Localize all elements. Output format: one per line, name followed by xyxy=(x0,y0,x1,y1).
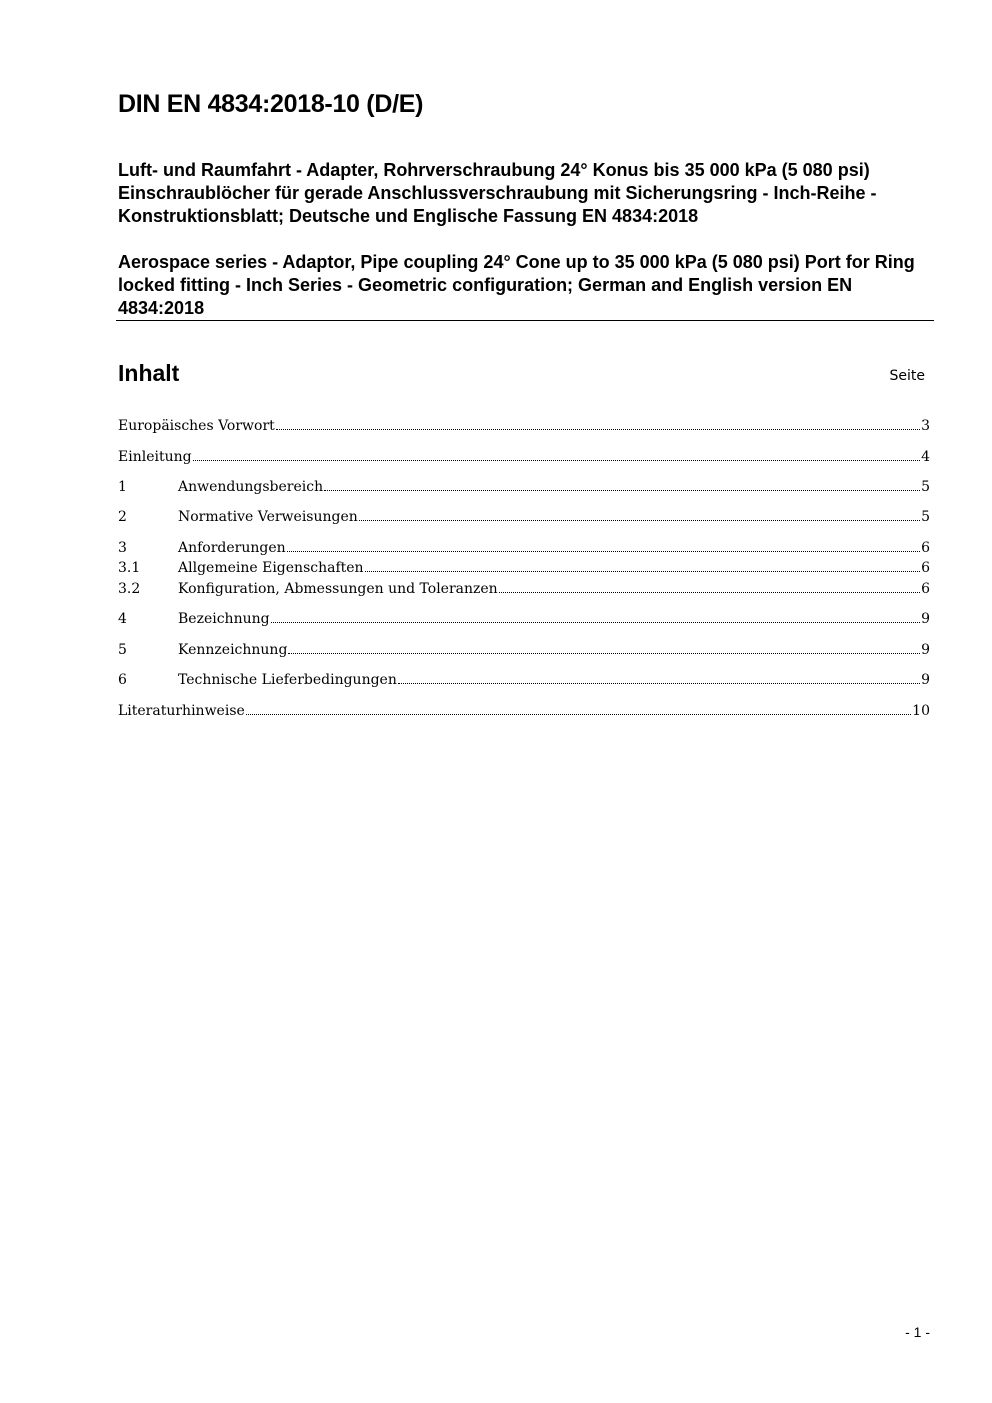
toc-dot-leader xyxy=(324,490,920,491)
toc-entry-page: 10 xyxy=(912,703,930,719)
toc-heading: Inhalt xyxy=(118,360,180,386)
toc-entry-label: Technische Lieferbedingungen xyxy=(178,672,397,688)
subtitle-english: Aerospace series - Adaptor, Pipe coupling 24° Cone up to 35 000 kPa (5 080 psi) Port for Ring locked fitting - Inch Series - Geometric configuration; German and English version EN 4834:2018 xyxy=(118,252,915,318)
toc-page-column-heading: Seite xyxy=(889,368,925,384)
toc-entry-number: 6 xyxy=(118,672,127,688)
toc-entry-number: 3.2 xyxy=(118,581,141,597)
toc-entry-label: Literaturhinweise xyxy=(118,703,245,719)
toc-dot-leader xyxy=(271,622,920,623)
toc-entry-label: Normative Verweisungen xyxy=(178,509,358,525)
toc-entry-6[interactable] xyxy=(118,672,930,688)
toc-entry-number: 4 xyxy=(118,611,127,627)
toc-entry-label: Konfiguration, Abmessungen und Toleranzen xyxy=(178,581,498,597)
toc-entry-label: Bezeichnung xyxy=(178,611,270,627)
toc-entry-vorwort[interactable] xyxy=(118,418,930,434)
toc-entry-label: Europäisches Vorwort xyxy=(118,418,275,434)
toc-entry-1[interactable] xyxy=(118,479,930,495)
toc-entry-label: Anwendungsbereich xyxy=(178,479,324,495)
toc-entry-5[interactable] xyxy=(118,642,930,658)
title-divider xyxy=(116,320,934,321)
page-number: - 1 - xyxy=(905,1324,930,1340)
toc-entry-einleitung[interactable] xyxy=(118,449,930,465)
toc-entry-page: 5 xyxy=(921,479,930,495)
toc-dot-leader xyxy=(499,592,920,593)
toc-entry-page: 6 xyxy=(921,560,930,576)
toc-dot-leader xyxy=(276,429,920,430)
toc-entry-number: 3 xyxy=(118,540,127,556)
toc-dot-leader xyxy=(398,683,920,684)
toc-dot-leader xyxy=(365,571,921,572)
toc-entry-page: 5 xyxy=(921,509,930,525)
toc-entry-number: 3.1 xyxy=(118,560,141,576)
document-title: DIN EN 4834:2018-10 (D/E) xyxy=(118,90,424,118)
toc-entry-page: 9 xyxy=(921,642,930,658)
toc-entry-page: 6 xyxy=(921,540,930,556)
toc-entry-number: 1 xyxy=(118,479,127,495)
toc-entry-number: 5 xyxy=(118,642,127,658)
toc-entry-2[interactable] xyxy=(118,509,930,525)
toc-entry-3-1[interactable] xyxy=(118,560,930,576)
toc-dot-leader xyxy=(287,551,920,552)
toc-entry-4[interactable] xyxy=(118,611,930,627)
toc-dot-leader xyxy=(288,653,920,654)
toc-dot-leader xyxy=(193,460,921,461)
toc-entry-label: Kennzeichnung xyxy=(178,642,288,658)
toc-dot-leader xyxy=(359,520,920,521)
subtitle-german: Luft- und Raumfahrt - Adapter, Rohrverschraubung 24° Konus bis 35 000 kPa (5 080 psi) Einschraublöcher für gerade Anschlussverschraubung mit Sicherungsring - Inch-Reihe - Konstruktionsblatt; Deutsche und Englische Fassung EN 4834:2018 xyxy=(118,160,877,226)
toc-entry-page: 9 xyxy=(921,672,930,688)
toc-entry-page: 3 xyxy=(921,418,930,434)
toc-entry-label: Einleitung xyxy=(118,449,192,465)
toc-entry-label: Allgemeine Eigenschaften xyxy=(178,560,364,576)
toc-entry-page: 4 xyxy=(921,449,930,465)
toc-entry-literatur[interactable] xyxy=(118,703,930,719)
toc-dot-leader xyxy=(246,714,911,715)
toc-entry-3-2[interactable] xyxy=(118,581,930,597)
toc-entry-number: 2 xyxy=(118,509,127,525)
toc-entry-3[interactable] xyxy=(118,540,930,556)
toc-entry-page: 9 xyxy=(921,611,930,627)
toc-entry-page: 6 xyxy=(921,581,930,597)
toc-entry-label: Anforderungen xyxy=(178,540,286,556)
